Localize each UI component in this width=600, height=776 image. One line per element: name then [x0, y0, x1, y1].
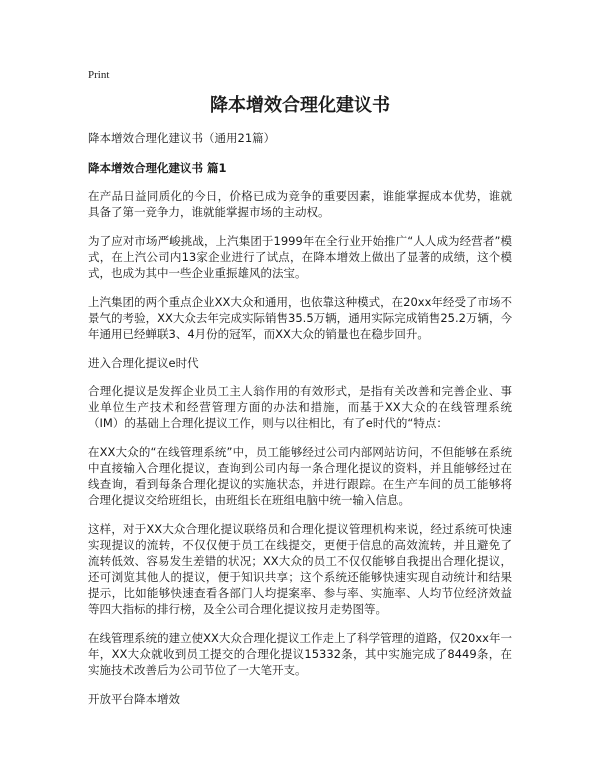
paragraph-6: 这样，对于XX大众合理化提议联络员和合理化提议管理机构来说，经过系统可快速实现提议的流转，不仅仅便于员工在线提交，更便于信息的高效流转，并且避免了流转低效、容易发生差错的状况；XX大众的员工不仅仅能够自我提出合理化提议，还可浏览其他人的提议，便于知识共享；这个系统还能够快速实现自动统计和结果提示，比如能够快速查看各部门人均提案率、参与率、实施率、人均节位经济效益等四大指标的排行榜，及全公司合理化提议按月走势图等。: [88, 522, 512, 616]
paragraph-3: 上汽集团的两个重点企业XX大众和通用，也依靠这种模式，在20xx年经受了市场不景气的考验，XX大众去年完成实际销售35.5万辆，通用实际完成销售25.2万辆，今年通用已经蝉联3、4月份的冠军，而XX大众的销量也在稳步回升。: [88, 295, 512, 341]
paragraph-2: 为了应对市场严峻挑战，上汽集团于1999年在全行业开始推广“人人成为经营者”模式，在上汽公司内13家企业进行了试点，在降本增效上做出了显著的成绩，这个模式，也成为其中一些企业重振雄风的法宝。: [88, 234, 512, 280]
print-link[interactable]: Print: [88, 69, 110, 81]
subheading-e-era: 进入合理化提议e时代: [88, 356, 199, 370]
document-subtitle: 降本增效合理化建议书（通用21篇）: [88, 131, 276, 145]
subheading-open-platform: 开放平台降本增效: [88, 692, 180, 706]
paragraph-4: 合理化提议是发挥企业员工主人翁作用的有效形式，是指有关改善和完善企业、事业单位生产技术和经营管理方面的办法和措施，而基于XX大众的在线管理系统（IM）的基础上合理化提议工作，则与以往相比，有了e时代的“特点：: [88, 384, 512, 430]
section-heading: 降本增效合理化建议书 篇1: [88, 161, 227, 175]
paragraph-5: 在XX大众的“在线管理系统”中，员工能够经过公司内部网站访问，不但能够在系统中直接输入合理化提议，查询到公司内每一条合理化提议的资料，并且能够经过在线查询，看到每条合理化提议的实施状态，并进行跟踪。在生产车间的员工能够将合理化提议交给班组长，由班组长在班组电脑中统一输入信息。: [88, 445, 512, 507]
paragraph-7: 在线管理系统的建立使XX大众合理化提议工作走上了科学管理的道路，仅20xx年一年，XX大众就收到员工提交的合理化提议15332条，其中实施完成了8449条，在实施技术改善后为公司节位了一大笔开支。: [88, 631, 512, 677]
paragraph-1: 在产品日益同质化的今日，价格已成为竞争的重要因素，谁能掌握成本优势，谁就具备了第一竞争力，谁就能掌握市场的主动权。: [88, 189, 512, 219]
page-title: 降本增效合理化建议书: [210, 95, 390, 116]
